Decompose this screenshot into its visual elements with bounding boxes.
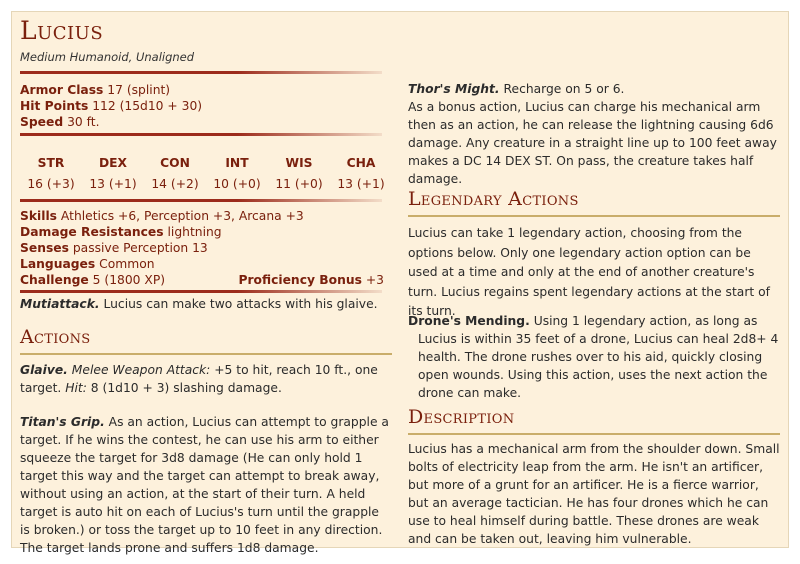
challenge-value: 5 (1800 XP) bbox=[92, 273, 166, 287]
senses-row bbox=[20, 240, 208, 256]
section-rule bbox=[408, 215, 780, 217]
stat-block-page bbox=[11, 11, 789, 555]
thors-might-action bbox=[408, 80, 780, 188]
divider bbox=[20, 71, 382, 74]
languages-row bbox=[20, 256, 155, 272]
speed-row bbox=[20, 114, 99, 130]
glaive-damage-text: 8 (1d10 + 3) slashing damage. bbox=[90, 381, 282, 395]
speed-label: Speed bbox=[20, 115, 64, 129]
ability-score: 14 (+2) bbox=[151, 177, 199, 191]
monster-name: Lucius bbox=[20, 16, 104, 45]
drones-mending-text: Using 1 legendary action, as long as Lucius is within 35 feet of a drone, Lucius can heal 2d8+ 4 health. The drone rushes over to his aid, quickly closing open wounds. Using this action, uses the next action the drone can make. bbox=[418, 314, 779, 400]
titans-grip-text: As an action, Lucius can attempt to grapple a target. If he wins the contest, he can use his arm to either squeeze the target for 3d8 damage (He can only hold 1 target this way and the target can attempt to break away, without using an action, at the start of their turn. A held target is auto hit on each of Lucius's turn until the grapple is broken.) or toss the target up to 10 feet in any direction. The target lands prone and suffers 1d8 damage. bbox=[20, 415, 389, 555]
titans-grip-action bbox=[20, 413, 392, 557]
languages-value: Common bbox=[99, 257, 155, 271]
challenge-label: Challenge bbox=[20, 273, 89, 287]
description-heading: Description bbox=[408, 406, 515, 428]
ability-score: 13 (+1) bbox=[89, 177, 137, 191]
glaive-action bbox=[20, 361, 384, 397]
divider bbox=[20, 199, 382, 202]
glaive-attack-text: +5 to hit, reach 10 ft., one target. bbox=[20, 363, 378, 395]
ability-name: WIS bbox=[285, 156, 313, 170]
thors-might-text: As a bonus action, Lucius can charge his mechanical arm then as an action, he can release the lightning causing 6d6 damage. Any creature in a straight line up to 100 feet away makes a DC 14 DEX ST. On pass, the creature takes half damage. bbox=[408, 100, 777, 186]
multiattack-trait bbox=[20, 295, 384, 313]
thors-might-recharge: Recharge on 5 or 6. bbox=[503, 82, 625, 96]
ability-name: INT bbox=[225, 156, 249, 170]
speed-value: 30 ft. bbox=[67, 115, 100, 129]
armor-class-label: Armor Class bbox=[20, 83, 104, 97]
skills-row bbox=[20, 208, 304, 224]
ability-score: 13 (+1) bbox=[337, 177, 385, 191]
senses-label: Senses bbox=[20, 241, 69, 255]
glaive-attack-type: Melee Weapon Attack: bbox=[71, 363, 211, 377]
titans-grip-name: Titan's Grip. bbox=[20, 415, 105, 429]
drones-mending-name: Drone's Mending. bbox=[408, 314, 530, 328]
languages-label: Languages bbox=[20, 257, 96, 271]
armor-class-row bbox=[20, 82, 170, 98]
ability-name: CON bbox=[160, 156, 190, 170]
description-text: Lucius has a mechanical arm from the shoulder down. Small bolts of electricity leap from the arm. He isn't an artificer, but more of a grunt for an artificer. He is a fierce warrior, but an average tactician. He has four drones which he can use to heal himself during battle. These drones are weak and can be taken out, leaving him vulnerable. bbox=[408, 442, 780, 546]
skills-value: Athletics +6, Perception +3, Arcana +3 bbox=[60, 209, 304, 223]
damage-resistances-label: Damage Resistances bbox=[20, 225, 164, 239]
hit-points-label: Hit Points bbox=[20, 99, 89, 113]
multiattack-name: Mutiattack. bbox=[20, 297, 100, 311]
proficiency-bonus-label: Proficiency Bonus bbox=[238, 273, 362, 287]
section-rule bbox=[20, 353, 392, 355]
hit-points-value: 112 (15d10 + 30) bbox=[92, 99, 203, 113]
ability-name: STR bbox=[37, 156, 65, 170]
ability-name: CHA bbox=[346, 156, 376, 170]
senses-value: passive Perception 13 bbox=[72, 241, 208, 255]
challenge-row bbox=[20, 272, 165, 288]
damage-resistances-value: lightning bbox=[167, 225, 222, 239]
thors-might-name: Thor's Might. bbox=[408, 82, 500, 96]
ability-name: DEX bbox=[98, 156, 128, 170]
hit-points-row bbox=[20, 98, 202, 114]
drones-mending-action bbox=[408, 312, 790, 402]
damage-resistances-row bbox=[20, 224, 222, 240]
monster-subtitle: Medium Humanoid, Unaligned bbox=[20, 50, 195, 64]
divider bbox=[20, 133, 382, 136]
legendary-actions-intro: Lucius can take 1 legendary action, choosing from the options below. Only one legendary action option can be used at a time and only at the end of another creature's turn. Lucius regains spent legendary actions at the start of its turn. bbox=[408, 226, 770, 318]
armor-class-value: 17 (splint) bbox=[107, 83, 171, 97]
proficiency-bonus-row bbox=[238, 272, 384, 288]
ability-score: 11 (+0) bbox=[275, 177, 323, 191]
divider bbox=[20, 290, 382, 293]
ability-score: 16 (+3) bbox=[27, 177, 75, 191]
proficiency-bonus-value: +3 bbox=[365, 273, 384, 287]
glaive-hit-label: Hit: bbox=[65, 381, 87, 395]
actions-heading: Actions bbox=[20, 326, 91, 348]
multiattack-text: Lucius can make two attacks with his glaive. bbox=[103, 297, 378, 311]
section-rule bbox=[408, 433, 780, 435]
ability-score: 10 (+0) bbox=[213, 177, 261, 191]
legendary-actions-heading: Legendary Actions bbox=[408, 188, 579, 210]
glaive-name: Glaive. bbox=[20, 363, 68, 377]
skills-label: Skills bbox=[20, 209, 57, 223]
